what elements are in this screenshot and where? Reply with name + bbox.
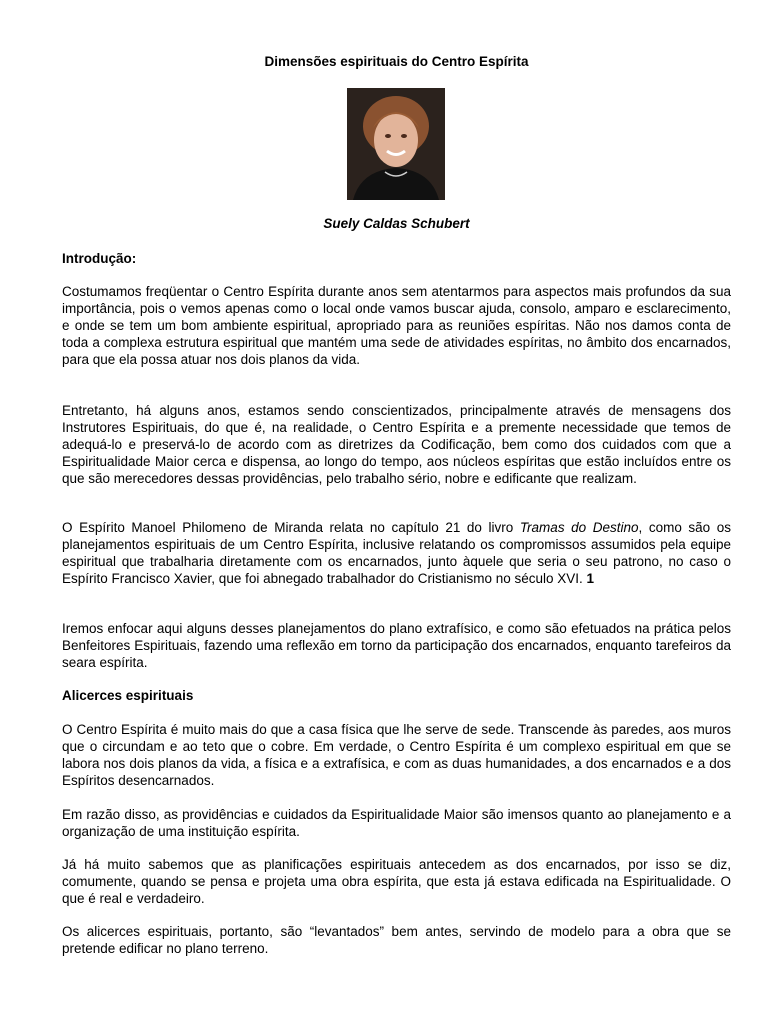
book-title: Tramas do Destino	[519, 520, 639, 535]
author-name: Suely Caldas Schubert	[323, 216, 470, 231]
paragraph-3-text-b: , como são os planejamentos espirituais de um Centro Espírita, inclusive relatando os compromissos assumidos pela equipe espiritual que trabalharia diretamente com os encarnados, junto àquele que seria o seu patrono, no caso o Espírito Francisco Xavier, que foi abnegado trabalhador do Cristianismo no século XVI.	[62, 520, 731, 586]
paragraph-7: Já há muito sabemos que as planificações espirituais antecedem as dos encarnados, por isso se diz, comumente, quando se pensa e projeta uma obra espírita, que esta já estava edificada na Espiritualidade. O que é real e verdadeiro.	[62, 857, 731, 906]
author-portrait-image	[347, 88, 445, 200]
document-title: Dimensões espirituais do Centro Espírita	[264, 54, 529, 69]
paragraph-8: Os alicerces espirituais, portanto, são “levantados” bem antes, servindo de modelo para a obra que se pretende edificar no plano terreno.	[62, 924, 731, 956]
paragraph-2: Entretanto, há alguns anos, estamos sendo conscientizados, principalmente através de mensagens dos Instrutores Espirituais, do que é, na realidade, o Centro Espírita e a premente necessidade que temos de adequá-lo e preservá-lo de acordo com as diretrizes da Codificação, bem como dos cuidados com que a Espiritualidade Maior cerca e dispensa, ao longo do tempo, aos núcleos espíritas que estão incluídos entre os que são merecedores dessas providências, pelo trabalho sério, nobre e edificante que realizam.	[62, 403, 731, 486]
paragraph-4: Iremos enfocar aqui alguns desses planejamentos do plano extrafísico, e como são efetuados na prática pelos Benfeitores Espirituais, fazendo uma reflexão em torno da participação dos encarnados, enquanto tarefeiros da seara espírita.	[62, 621, 731, 670]
paragraph-6: Em razão disso, as providências e cuidados da Espiritualidade Maior são imensos quanto ao planejamento e a organização de uma instituição espírita.	[62, 807, 731, 839]
paragraph-3	[62, 519, 731, 587]
section-heading-alicerces: Alicerces espirituais	[62, 688, 194, 703]
section-heading-introduction: Introdução:	[62, 251, 137, 266]
author-photo	[347, 88, 445, 200]
paragraph-5: O Centro Espírita é muito mais do que a casa física que lhe serve de sede. Transcende às paredes, aos muros que o circundam e ao teto que o cobre. Em verdade, o Centro Espírita é um complexo espiritual em que se labora nos dois planos da vida, a física e a extrafísica, e com as duas humanidades, a dos encarnados e a dos Espíritos desencarnados.	[62, 722, 731, 788]
paragraph-3-text-a: O Espírito Manoel Philomeno de Miranda relata no capítulo 21 do livro	[62, 520, 520, 535]
paragraph-1: Costumamos freqüentar o Centro Espírita durante anos sem atentarmos para aspectos mais profundos da sua importância, pois o vemos apenas como o local onde vamos buscar ajuda, consolo, amparo e esclarecimento, e onde se tem um bom ambiente espiritual, apropriado para as reuniões espíritas. Não nos damos conta de toda a complexa estrutura espiritual que mantém uma sede de atividades espíritas, no âmbito dos encarnados, para que ela possa atuar nos dois planos da vida.	[62, 284, 731, 367]
footnote-marker: 1	[586, 571, 595, 586]
